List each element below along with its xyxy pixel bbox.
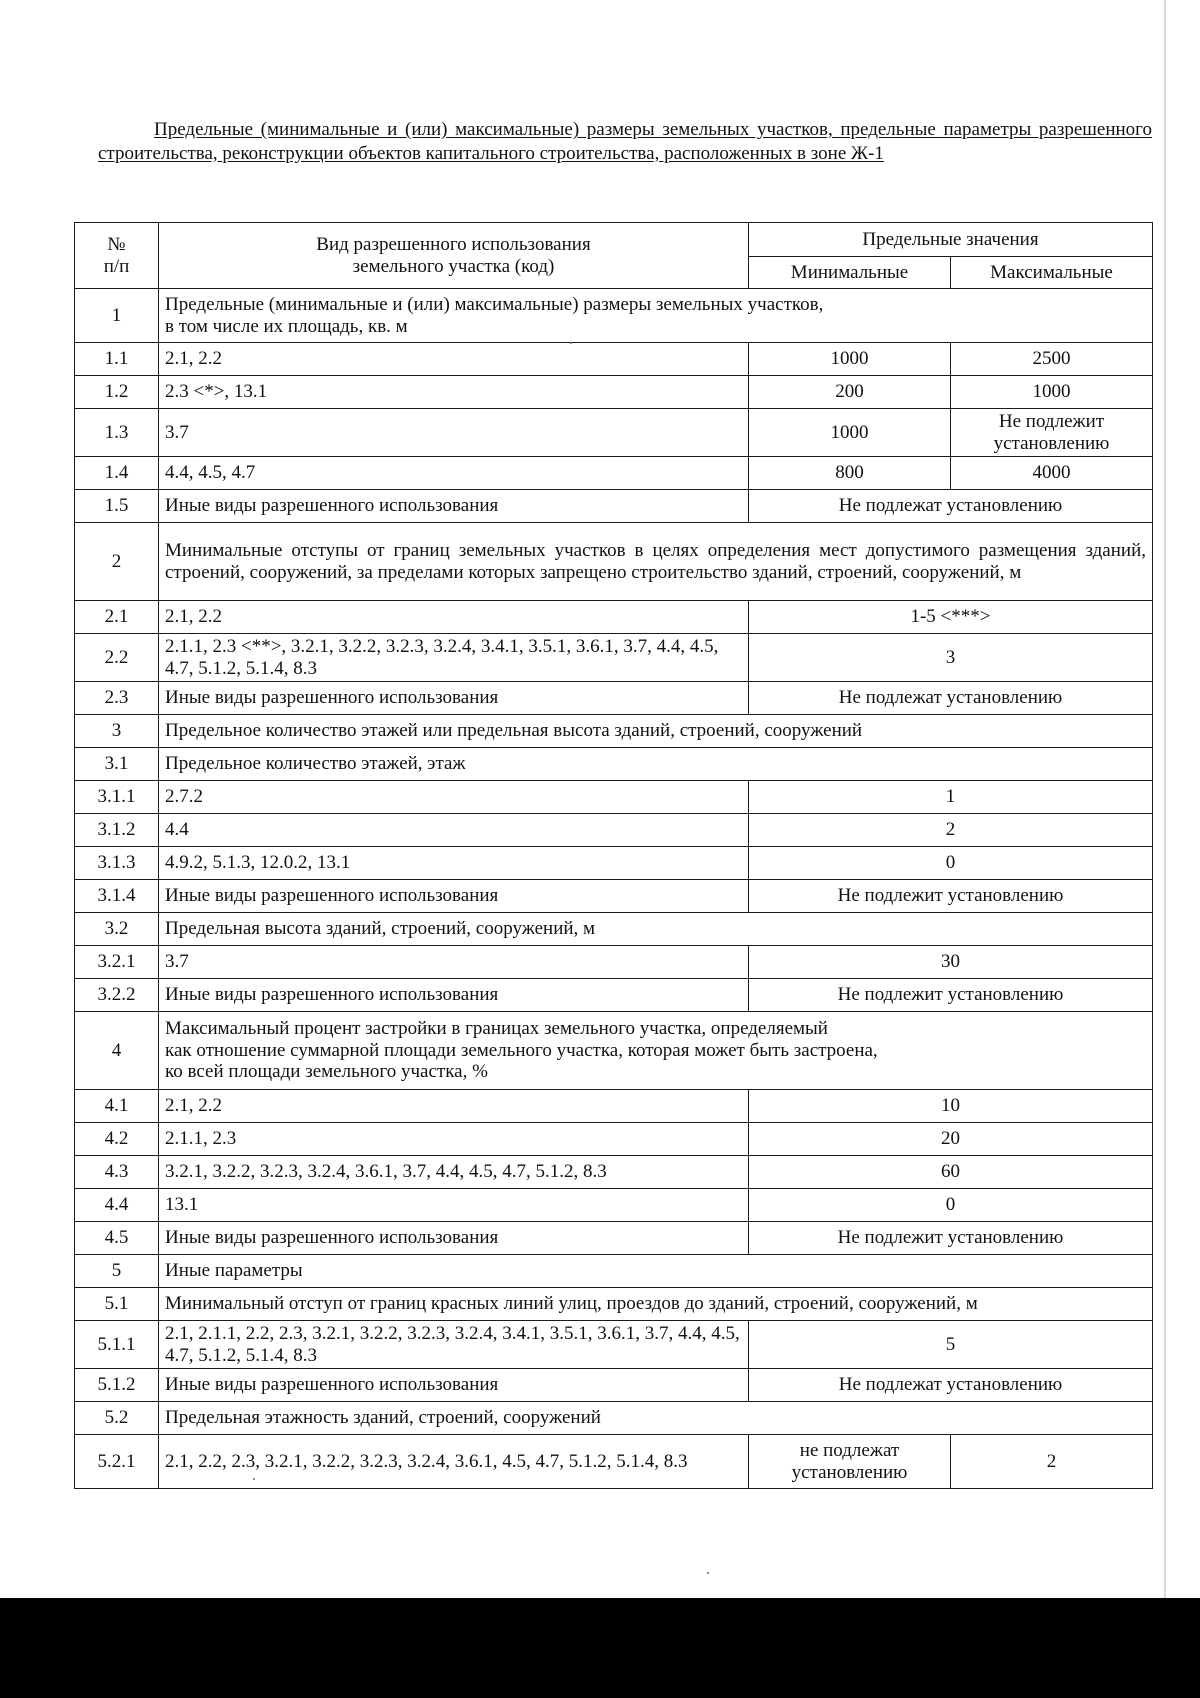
table-row bbox=[75, 490, 1153, 523]
usage-codes: 2.1, 2.2 bbox=[159, 343, 749, 376]
usage-codes: 3.2.1, 3.2.2, 3.2.3, 3.2.4, 3.6.1, 3.7, 4.4, 4.5, 4.7, 5.1.2, 8.3 bbox=[159, 1156, 749, 1189]
row-number: 1.2 bbox=[75, 376, 159, 409]
row-number: 3.2 bbox=[75, 913, 159, 946]
row-number: 4.4 bbox=[75, 1189, 159, 1222]
row-number: 4 bbox=[75, 1012, 159, 1090]
row-number: 4.5 bbox=[75, 1222, 159, 1255]
usage-codes: 2.1.1, 2.3 <**>, 3.2.1, 3.2.2, 3.2.3, 3.2.4, 3.4.1, 3.5.1, 3.6.1, 3.7, 4.4, 4.5, 4.7, 5.1.2, 5.1.4, 8.3 bbox=[159, 634, 749, 682]
table-row bbox=[75, 682, 1153, 715]
section-title: Максимальный процент застройки в границах земельного участка, определяемый как отношение суммарной площади земельного участка, которая может быть застроена, ко всей площади земельного участка, % bbox=[159, 1012, 1153, 1090]
limit-value: Не подлежат установлению bbox=[749, 1369, 1153, 1402]
table-row bbox=[75, 523, 1153, 601]
table-row bbox=[75, 913, 1153, 946]
usage-codes: 3.7 bbox=[159, 946, 749, 979]
section-title: Минимальные отступы от границ земельных участков в целях определения мест допустимого размещения зданий, строений, сооружений, за пределами которых запрещено строительство зданий, строений, сооружений, м bbox=[159, 523, 1153, 601]
usage-codes: 2.1.1, 2.3 bbox=[159, 1123, 749, 1156]
table-row bbox=[75, 847, 1153, 880]
min-value: 1000 bbox=[749, 343, 951, 376]
usage-codes: 2.3 <*>, 13.1 bbox=[159, 376, 749, 409]
row-number: 3 bbox=[75, 715, 159, 748]
min-value: 200 bbox=[749, 376, 951, 409]
table-row bbox=[75, 1435, 1153, 1489]
zone-limits-table bbox=[74, 222, 1153, 1489]
max-value: 2500 bbox=[951, 343, 1153, 376]
max-value: Не подлежит установлению bbox=[951, 409, 1153, 457]
limit-value: 60 bbox=[749, 1156, 1153, 1189]
table-row bbox=[75, 1156, 1153, 1189]
usage-codes: 4.4 bbox=[159, 814, 749, 847]
table-row bbox=[75, 409, 1153, 457]
limit-value: 1-5 <***> bbox=[749, 601, 1153, 634]
row-number: 3.1.3 bbox=[75, 847, 159, 880]
table-row bbox=[75, 376, 1153, 409]
usage-codes: 2.1, 2.2 bbox=[159, 601, 749, 634]
usage-codes: 2.1, 2.1.1, 2.2, 2.3, 3.2.1, 3.2.2, 3.2.3, 3.2.4, 3.4.1, 3.5.1, 3.6.1, 3.7, 4.4, 4.5, 4.7, 5.1.2, 5.1.4, 8.3 bbox=[159, 1321, 749, 1369]
table-row bbox=[75, 1123, 1153, 1156]
limit-value: 1 bbox=[749, 781, 1153, 814]
table-row bbox=[75, 814, 1153, 847]
row-number: 3.1.1 bbox=[75, 781, 159, 814]
table-row bbox=[75, 1012, 1153, 1090]
min-value: 1000 bbox=[749, 409, 951, 457]
table-row bbox=[75, 1402, 1153, 1435]
table-row bbox=[75, 781, 1153, 814]
min-value: 800 bbox=[749, 457, 951, 490]
max-value: 4000 bbox=[951, 457, 1153, 490]
row-number: 3.1 bbox=[75, 748, 159, 781]
row-number: 2.2 bbox=[75, 634, 159, 682]
row-number: 5 bbox=[75, 1255, 159, 1288]
document-heading bbox=[98, 118, 1152, 165]
limit-value: 0 bbox=[749, 1189, 1153, 1222]
scan-speck bbox=[570, 342, 572, 344]
usage-codes: Иные виды разрешенного использования bbox=[159, 1369, 749, 1402]
table-row bbox=[75, 946, 1153, 979]
table-row bbox=[75, 748, 1153, 781]
row-number: 3.2.2 bbox=[75, 979, 159, 1012]
header-min: Минимальные bbox=[749, 257, 951, 289]
table-row bbox=[75, 1090, 1153, 1123]
limit-value: 3 bbox=[749, 634, 1153, 682]
row-number: 2 bbox=[75, 523, 159, 601]
max-value: 2 bbox=[951, 1435, 1153, 1489]
row-number: 1.1 bbox=[75, 343, 159, 376]
usage-codes: 2.7.2 bbox=[159, 781, 749, 814]
usage-codes: Иные виды разрешенного использования bbox=[159, 979, 749, 1012]
table-row bbox=[75, 457, 1153, 490]
row-number: 3.2.1 bbox=[75, 946, 159, 979]
limit-value: 0 bbox=[749, 847, 1153, 880]
row-number: 4.1 bbox=[75, 1090, 159, 1123]
header-num: № п/п bbox=[75, 223, 159, 289]
section-title: Минимальный отступ от границ красных линий улиц, проездов до зданий, строений, сооружений, м bbox=[159, 1288, 1153, 1321]
header-row bbox=[75, 223, 1153, 257]
section-title: Предельные (минимальные и (или) максимальные) размеры земельных участков, в том числе их площадь, кв. м bbox=[159, 289, 1153, 343]
header-type: Вид разрешенного использования земельного участка (код) bbox=[159, 223, 749, 289]
row-number: 5.2 bbox=[75, 1402, 159, 1435]
limit-value: Не подлежат установлению bbox=[749, 682, 1153, 715]
table-row bbox=[75, 1255, 1153, 1288]
usage-codes: 13.1 bbox=[159, 1189, 749, 1222]
table-row bbox=[75, 1189, 1153, 1222]
scan-speck bbox=[253, 1478, 255, 1480]
table-row bbox=[75, 601, 1153, 634]
limit-value: 5 bbox=[749, 1321, 1153, 1369]
scan-bottom-border bbox=[0, 1598, 1200, 1698]
table-row bbox=[75, 880, 1153, 913]
table-row bbox=[75, 1288, 1153, 1321]
section-title: Предельное количество этажей, этаж bbox=[159, 748, 1153, 781]
table-body bbox=[75, 223, 1153, 1489]
usage-codes: Иные виды разрешенного использования bbox=[159, 490, 749, 523]
usage-codes: 3.7 bbox=[159, 409, 749, 457]
table-row bbox=[75, 343, 1153, 376]
row-number: 1.4 bbox=[75, 457, 159, 490]
row-number: 5.1 bbox=[75, 1288, 159, 1321]
table-row bbox=[75, 979, 1153, 1012]
row-number: 5.2.1 bbox=[75, 1435, 159, 1489]
limit-value: 30 bbox=[749, 946, 1153, 979]
header-limits: Предельные значения bbox=[749, 223, 1153, 257]
heading-text: Предельные (минимальные и (или) максимальные) размеры земельных участков, предельные параметры разрешенного строительства, реконструкции объектов капитального строительства, расположенных в зоне Ж-1 bbox=[98, 119, 1152, 164]
row-number: 1.3 bbox=[75, 409, 159, 457]
row-number: 4.3 bbox=[75, 1156, 159, 1189]
usage-codes: 2.1, 2.2 bbox=[159, 1090, 749, 1123]
usage-codes: Иные виды разрешенного использования bbox=[159, 682, 749, 715]
limit-value: 2 bbox=[749, 814, 1153, 847]
row-number: 1 bbox=[75, 289, 159, 343]
limit-value: 20 bbox=[749, 1123, 1153, 1156]
section-title: Предельная высота зданий, строений, сооружений, м bbox=[159, 913, 1153, 946]
header-max: Максимальные bbox=[951, 257, 1153, 289]
row-number: 2.3 bbox=[75, 682, 159, 715]
section-title: Предельная этажность зданий, строений, сооружений bbox=[159, 1402, 1153, 1435]
row-number: 5.1.2 bbox=[75, 1369, 159, 1402]
scan-edge-line bbox=[1164, 0, 1166, 1598]
scan-speck bbox=[707, 1572, 709, 1574]
limit-value: 10 bbox=[749, 1090, 1153, 1123]
min-value: не подлежат установлению bbox=[749, 1435, 951, 1489]
limit-value: Не подлежит установлению bbox=[749, 979, 1153, 1012]
table-row bbox=[75, 715, 1153, 748]
usage-codes: 2.1, 2.2, 2.3, 3.2.1, 3.2.2, 3.2.3, 3.2.4, 3.6.1, 4.5, 4.7, 5.1.2, 5.1.4, 8.3 bbox=[159, 1435, 749, 1489]
section-title: Иные параметры bbox=[159, 1255, 1153, 1288]
usage-codes: Иные виды разрешенного использования bbox=[159, 1222, 749, 1255]
table-row bbox=[75, 289, 1153, 343]
usage-codes: Иные виды разрешенного использования bbox=[159, 880, 749, 913]
limit-value: Не подлежат установлению bbox=[749, 490, 1153, 523]
row-number: 4.2 bbox=[75, 1123, 159, 1156]
row-number: 1.5 bbox=[75, 490, 159, 523]
table-row bbox=[75, 1321, 1153, 1369]
limit-value: Не подлежит установлению bbox=[749, 1222, 1153, 1255]
usage-codes: 4.9.2, 5.1.3, 12.0.2, 13.1 bbox=[159, 847, 749, 880]
row-number: 3.1.4 bbox=[75, 880, 159, 913]
usage-codes: 4.4, 4.5, 4.7 bbox=[159, 457, 749, 490]
row-number: 5.1.1 bbox=[75, 1321, 159, 1369]
table-row bbox=[75, 1369, 1153, 1402]
max-value: 1000 bbox=[951, 376, 1153, 409]
section-title: Предельное количество этажей или предельная высота зданий, строений, сооружений bbox=[159, 715, 1153, 748]
limit-value: Не подлежит установлению bbox=[749, 880, 1153, 913]
table-row bbox=[75, 1222, 1153, 1255]
row-number: 2.1 bbox=[75, 601, 159, 634]
table-row bbox=[75, 634, 1153, 682]
row-number: 3.1.2 bbox=[75, 814, 159, 847]
